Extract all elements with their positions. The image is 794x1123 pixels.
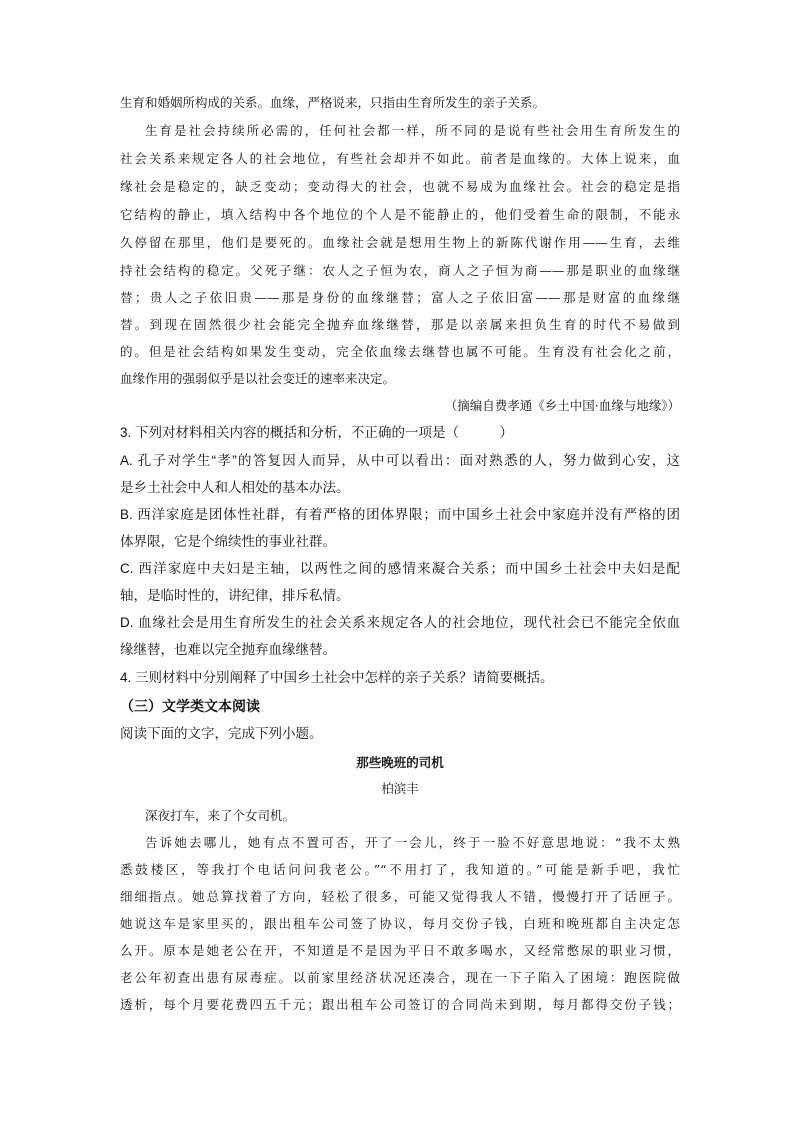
story-line: 悉鼓楼区，等我打个电话问问我老公。”“不用打了，我知道的。”可能是新手吧，我忙 bbox=[120, 862, 680, 877]
section-instruction: 阅读下面的文字，完成下列小题。 bbox=[120, 726, 323, 741]
story-line: 老公年初查出患有尿毒症。以前家里经济状况还凑合，现在一下子陷入了困境：跑医院做 bbox=[120, 970, 680, 985]
passage-line: 的。但是社会结构如果发生变动，完全依血缘去继替也属不可能。生育没有社会化之前， bbox=[120, 344, 680, 359]
story-line: 么开。原本是她老公在开，不知道是不是因为平日不敢多喝水，又经常憋尿的职业习惯， bbox=[120, 943, 680, 958]
option-c-line: C. 西洋家庭中夫妇是主轴，以两性之间的感情来凝合关系；而中国乡土社会中夫妇是配 bbox=[120, 561, 680, 576]
question-3-stem: 3. 下列对材料相关内容的概括和分析，不正确的一项是（ ） bbox=[120, 425, 514, 440]
passage-line: 社会关系来规定各人的社会地位，有些社会却并不如此。前者是血缘的。大体上说来，血 bbox=[120, 151, 680, 166]
story-line: 深夜打车，来了个女司机。 bbox=[145, 808, 296, 823]
passage-line: 替；贵人之子依旧贵——那是身份的血缘继替；富人之子依旧富——那是财富的血缘继 bbox=[120, 290, 680, 305]
passage-line: 持社会结构的稳定。父死子继：农人之子恒为农，商人之子恒为商——那是职业的血缘继 bbox=[120, 263, 680, 278]
option-b-line: B. 西洋家庭是团体性社群，有着严格的团体界限；而中国乡土社会中家庭并没有严格的团 bbox=[120, 507, 680, 522]
option-d-line: D. 血缘社会是用生育所发生的社会关系来规定各人的社会地位，现代社会已不能完全依血 bbox=[120, 615, 680, 630]
option-c-line: 轴，是临时性的，讲纪律，排斥私情。 bbox=[120, 588, 350, 603]
passage-line: 生育是社会持续所必需的，任何社会都一样，所不同的是说有些社会用生育所发生的 bbox=[145, 123, 680, 138]
story-line: 透析，每个月要花费四五千元；跟出租车公司签订的合同尚未到期，每月都得交份子钱； bbox=[120, 997, 680, 1012]
story-line: 告诉她去哪儿，她有点不置可否，开了一会儿，终于一脸不好意思地说：“我不太熟 bbox=[145, 835, 680, 850]
question-4-stem: 4. 三则材料中分别阐释了中国乡土社会中怎样的亲子关系？请简要概括。 bbox=[120, 670, 554, 685]
passage-line: 缘社会是稳定的，缺乏变动；变动得大的社会，也就不易成为血缘社会。社会的稳定是指 bbox=[120, 179, 680, 194]
passage-line: 它结构的静止，填入结构中各个地位的个人是不能静止的，他们受着生命的限制，不能永 bbox=[120, 207, 680, 222]
story-line: 细细指点。她总算找着了方向，轻松了很多，可能又觉得我人不错，慢慢打开了话匣子。 bbox=[120, 889, 680, 904]
option-d-line: 缘继替，也难以完全抛弃血缘继替。 bbox=[120, 642, 336, 657]
option-a-line: 是乡土社会中人和人相处的基本办法。 bbox=[120, 480, 350, 495]
story-author: 柏滨丰 bbox=[381, 781, 419, 796]
passage-line: 生育和婚姻所构成的关系。血缘，严格说来，只指由生育所发生的亲子关系。 bbox=[120, 95, 546, 110]
passage-line: 久停留在那里，他们是要死的。血缘社会就是想用生物上的新陈代谢作用——生育，去维 bbox=[120, 235, 680, 250]
option-a-line: A. 孔子对学生“孝”的答复因人而异，从中可以看出：面对熟悉的人，努力做到心安，这 bbox=[120, 453, 680, 468]
passage-source: （摘编自费孝通《乡土中国·血缘与地缘》） bbox=[444, 398, 680, 413]
story-line: 她说这车是家里买的，跟出租车公司签了协议，每月交份子钱，白班和晚班都自主决定怎 bbox=[120, 916, 680, 931]
story-title: 那些晚班的司机 bbox=[356, 755, 444, 770]
option-b-line: 体界限，它是个绵续性的事业社群。 bbox=[120, 534, 336, 549]
passage-line: 替。到现在固然很少社会能完全抛弃血缘继替，那是以亲属来担负生育的时代不易做到 bbox=[120, 317, 680, 332]
passage-line: 血缘作用的强弱似乎是以社会变迁的速率来决定。 bbox=[120, 371, 396, 386]
section-heading: （三）文学类文本阅读 bbox=[120, 698, 260, 714]
